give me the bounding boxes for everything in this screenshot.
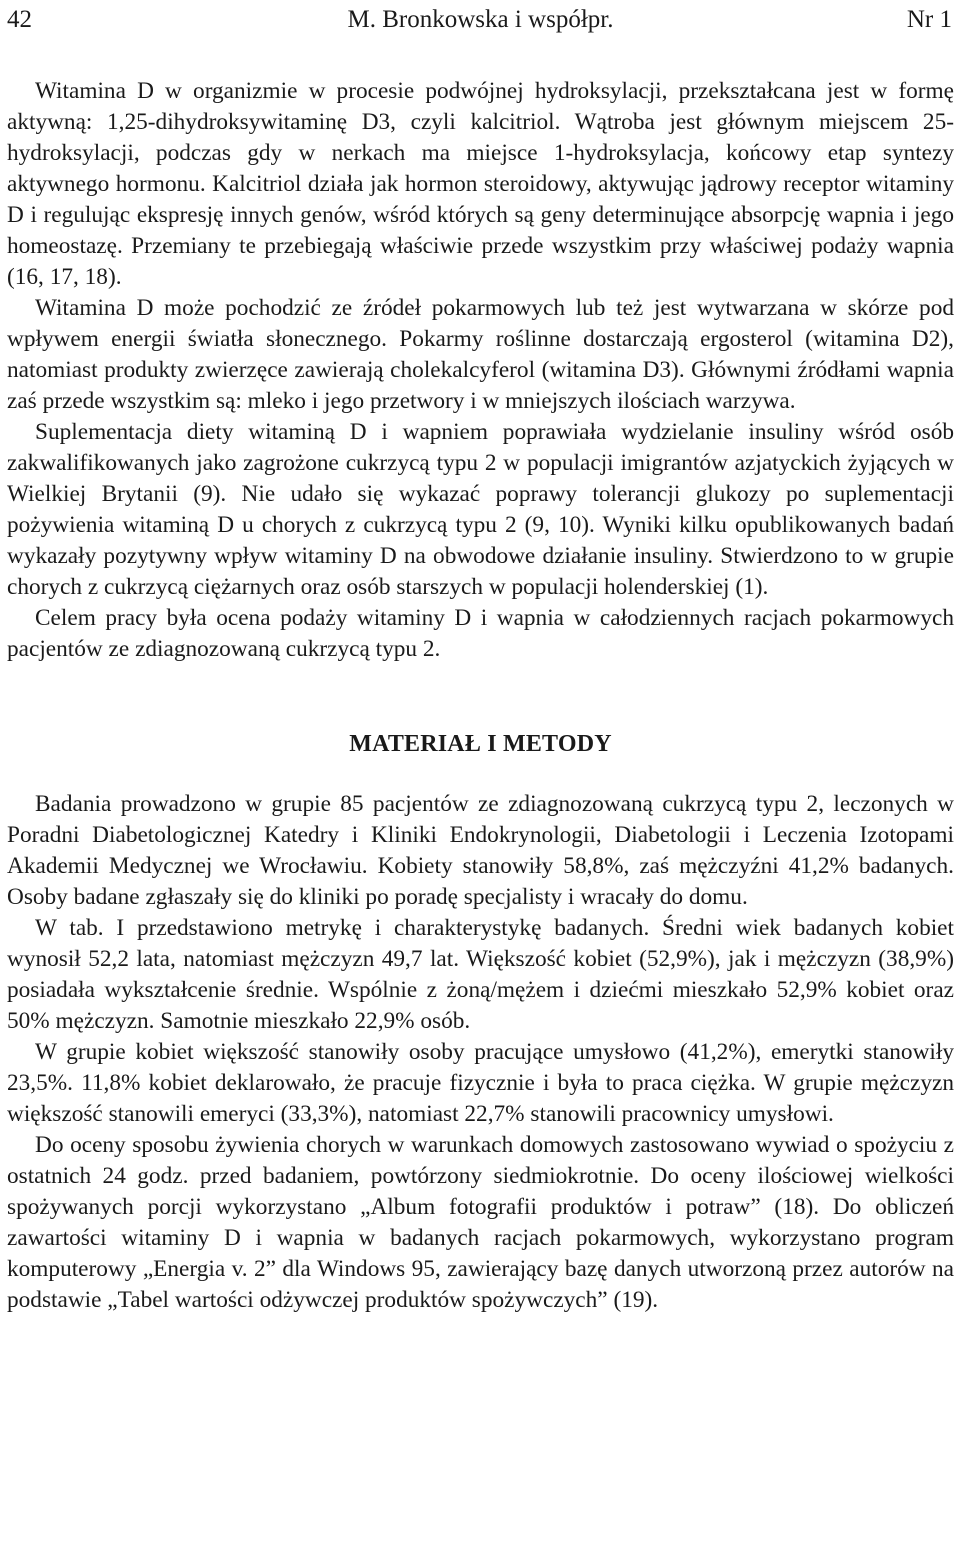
- methods-section: [7, 789, 954, 1316]
- paragraph: W grupie kobiet większość stanowiły osoby pracujące umysłowo (41,2%), emerytki stanowiły 23,5%. 11,8% kobiet deklarowało, że pracuje fizycznie i była to praca ciężka. W grupie mężczyzn większość stanowili emeryci (33,3%), natomiast 22,7% stanowili pracownicy umysłowi.: [7, 1039, 954, 1127]
- issue-number: Nr 1: [906, 6, 952, 33]
- intro-section: [7, 76, 954, 665]
- section-heading: MATERIAŁ I METODY: [349, 731, 612, 757]
- page: [7, 0, 954, 1316]
- paragraph: W tab. I przedstawiono metrykę i charakterystykę badanych. Średni wiek badanych kobiet wynosił 52,2 lata, natomiast mężczyzn 49,7 lat. Większość kobiet (52,9%), jak i mężczyzn (38,9%) posiadała wykształcenie średnie. Wspólnie z żoną/mężem i dziećmi mieszkało 52,9% kobiet oraz 50% mężczyzn. Samotnie mieszkało 22,9% osób.: [7, 915, 954, 1034]
- paragraph: Witamina D w organizmie w procesie podwójnej hydroksylacji, przekształcana jest w formę aktywną: 1,25-dihydroksywitaminę D3, czyli kalcitriol. Wątroba jest głównym miejscem 25-hydroksylacji, podczas gdy w nerkach ma miejsce 1-hydroksylacja, końcowy etap syntezy aktywnego hormonu. Kalcitriol działa jak hormon steroidowy, aktywując jądrowy receptor witaminy D i regulując ekspresję innych genów, wśród których są geny determinujące absorpcję wapnia i jego homeostazę. Przemiany te przebiegają właściwie przede wszystkim przy właściwej podaży wapnia (16, 17, 18).: [7, 78, 954, 290]
- paragraph: Celem pracy była ocena podaży witaminy D i wapnia w całodziennych racjach pokarmowych pacjentów ze zdiagnozowaną cukrzycą typu 2.: [7, 605, 954, 662]
- paragraph: Suplementacja diety witaminą D i wapniem poprawiała wydzielanie insuliny wśród osób zakwalifikowanych jako zagrożone cukrzycą typu 2 w populacji imigrantów azjatyckich żyjących w Wielkiej Brytanii (9). Nie udało się wykazać poprawy tolerancji glukozy po suplementacji pożywienia witaminą D u chorych z cukrzycą typu 2 (9, 10). Wyniki kilku opublikowanych badań wykazały pozytywny wpływ witaminy D na obwodowe działanie insuliny. Stwierdzono to w grupie chorych z cukrzycą ciężarnych oraz osób starszych w populacji holenderskiej (1).: [7, 419, 954, 600]
- paragraph: Badania prowadzono w grupie 85 pacjentów ze zdiagnozowaną cukrzycą typu 2, leczonych w Poradni Diabetologicznej Katedry i Kliniki Endokrynologii, Diabetologii i Leczenia Izotopami Akademii Medycznej we Wrocławiu. Kobiety stanowiły 58,8%, zaś mężczyźni 41,2% badanych. Osoby badane zgłaszały się do kliniki po poradę specjalisty i wracały do domu.: [7, 791, 954, 910]
- paragraph: Witamina D może pochodzić ze źródeł pokarmowych lub też jest wytwarzana w skórze pod wpływem energii światła słonecznego. Pokarmy roślinne dostarczają ergosterol (witamina D2), natomiast produkty zwierzęce zawierają cholekalcyferol (witamina D3). Głównymi źródłami wapnia zaś przede wszystkim są: mleko i jego przetwory i w mniejszych ilościach warzywa.: [7, 295, 954, 414]
- paragraph: Do oceny sposobu żywienia chorych w warunkach domowych zastosowano wywiad o spożyciu z ostatnich 24 godz. przed badaniem, powtórzony siedmiokrotnie. Do oceny ilościowej wielkości spożywanych porcji wykorzystano „Album fotografii produktów i potraw” (18). Do obliczeń zawartości witaminy D i wapnia w badanych racjach pokarmowych, wykorzystano program komputerowy „Energia v. 2” dla Windows 95, zawierający bazę danych utworzoną przez autorów na podstawie „Tabel wartości odżywczej produktów spożywczych” (19).: [7, 1132, 954, 1313]
- running-title: M. Bronkowska i współpr.: [347, 6, 614, 33]
- page-number: 42: [7, 6, 32, 33]
- page-header: [7, 0, 954, 40]
